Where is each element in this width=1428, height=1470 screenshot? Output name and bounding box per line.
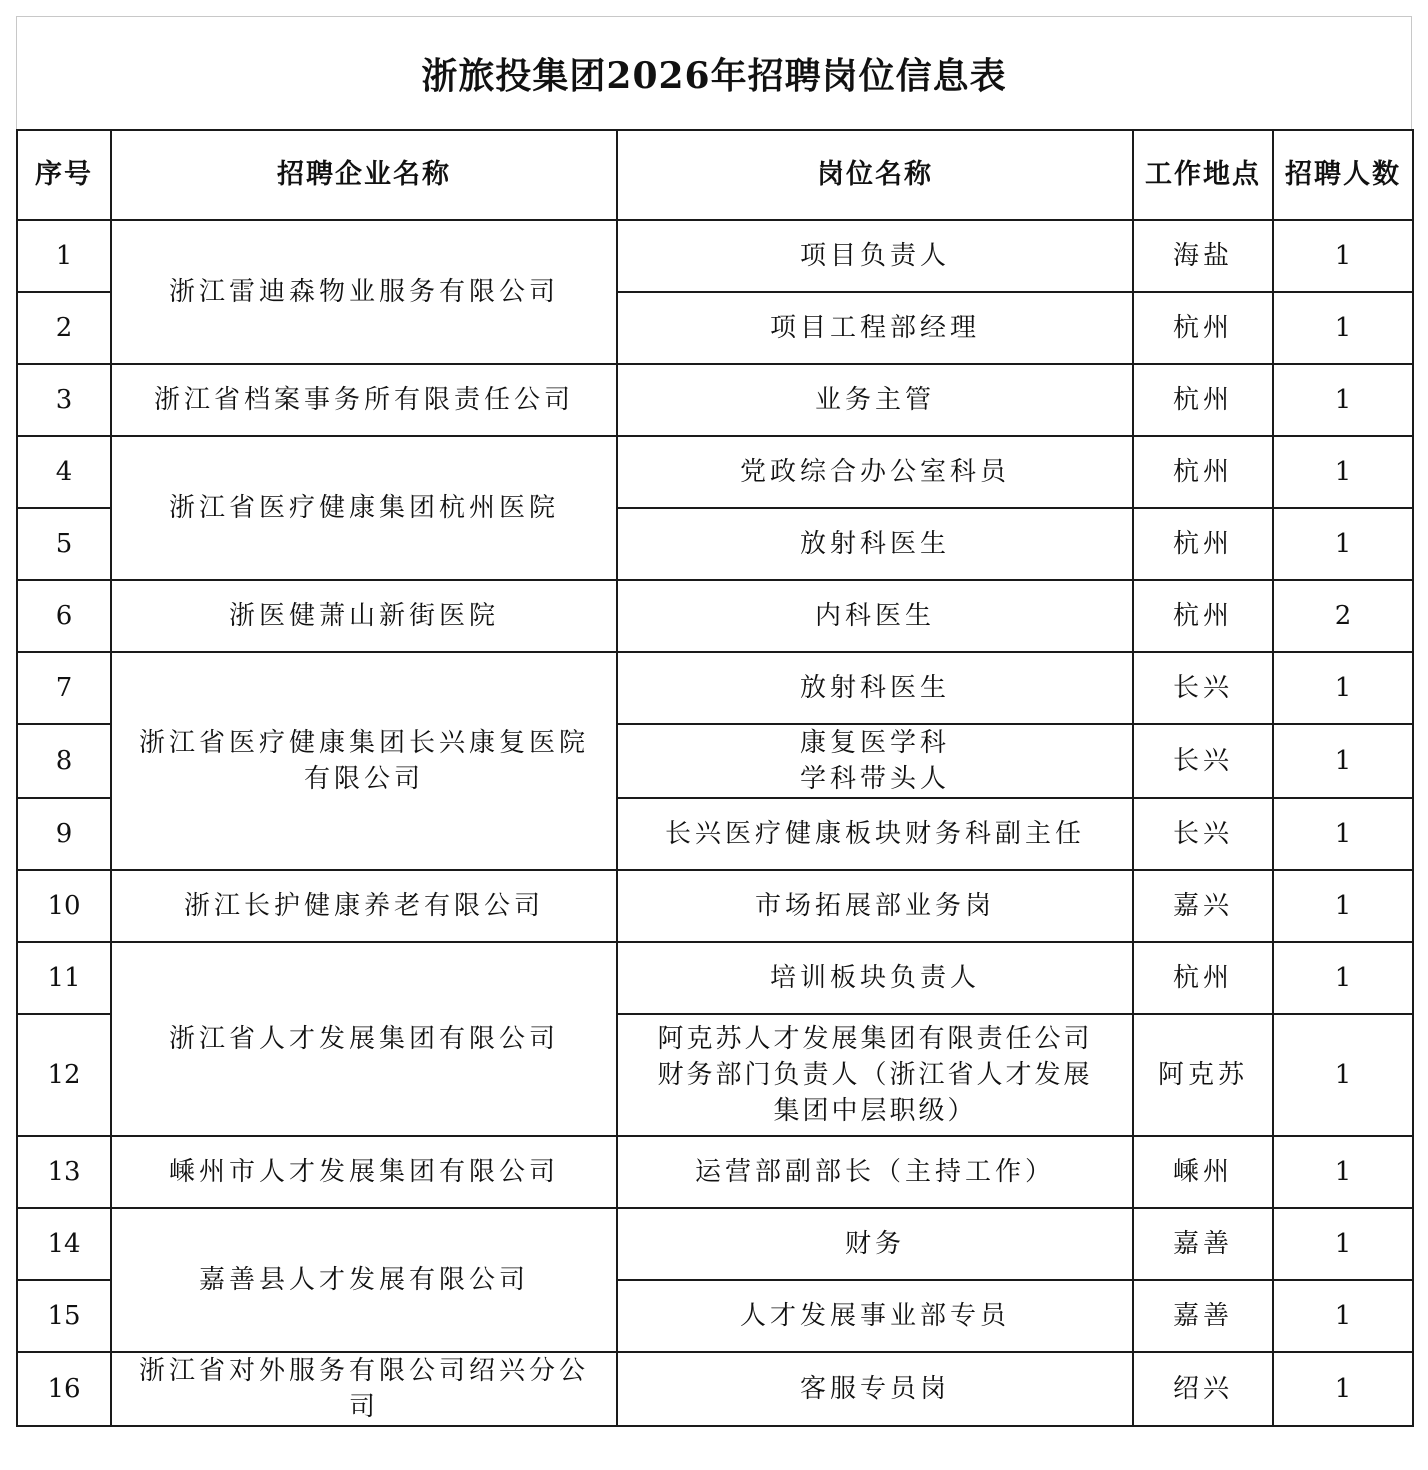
cell-count: 1 (1273, 1280, 1413, 1352)
cell-count: 1 (1273, 870, 1413, 942)
header-seq: 序号 (17, 130, 111, 220)
cell-seq: 10 (17, 870, 111, 942)
cell-location: 阿克苏 (1133, 1014, 1273, 1136)
cell-company: 浙江省医疗健康集团杭州医院 (111, 436, 617, 580)
cell-location: 嘉善 (1133, 1280, 1273, 1352)
cell-position: 党政综合办公室科员 (617, 436, 1133, 508)
cell-seq: 6 (17, 580, 111, 652)
cell-location: 嵊州 (1133, 1136, 1273, 1208)
cell-count: 1 (1273, 798, 1413, 870)
cell-location: 杭州 (1133, 436, 1273, 508)
table-row (17, 364, 1413, 436)
cell-count: 1 (1273, 652, 1413, 724)
cell-count: 1 (1273, 292, 1413, 364)
cell-position: 财务 (617, 1208, 1133, 1280)
cell-seq: 14 (17, 1208, 111, 1280)
cell-position: 内科医生 (617, 580, 1133, 652)
cell-location: 长兴 (1133, 652, 1273, 724)
cell-location: 嘉善 (1133, 1208, 1273, 1280)
header-count: 招聘人数 (1273, 130, 1413, 220)
cell-seq: 7 (17, 652, 111, 724)
cell-location: 长兴 (1133, 724, 1273, 798)
header-position: 岗位名称 (617, 130, 1133, 220)
cell-company: 浙江省对外服务有限公司绍兴分公 司 (111, 1352, 617, 1426)
cell-location: 杭州 (1133, 508, 1273, 580)
recruitment-table (16, 129, 1414, 1427)
cell-position: 长兴医疗健康板块财务科副主任 (617, 798, 1133, 870)
cell-position: 市场拓展部业务岗 (617, 870, 1133, 942)
cell-location: 杭州 (1133, 364, 1273, 436)
cell-seq: 16 (17, 1352, 111, 1426)
cell-seq: 9 (17, 798, 111, 870)
cell-seq: 12 (17, 1014, 111, 1136)
cell-position: 康复医学科 学科带头人 (617, 724, 1133, 798)
cell-location: 绍兴 (1133, 1352, 1273, 1426)
cell-count: 1 (1273, 724, 1413, 798)
cell-position: 阿克苏人才发展集团有限责任公司 财务部门负责人（浙江省人才发展 集团中层职级） (617, 1014, 1133, 1136)
cell-count: 1 (1273, 508, 1413, 580)
cell-location: 海盐 (1133, 220, 1273, 292)
cell-company: 嘉善县人才发展有限公司 (111, 1208, 617, 1352)
cell-position: 项目工程部经理 (617, 292, 1133, 364)
cell-company: 浙江长护健康养老有限公司 (111, 870, 617, 942)
table-row (17, 436, 1413, 508)
cell-position: 人才发展事业部专员 (617, 1280, 1133, 1352)
table-row (17, 1136, 1413, 1208)
cell-location: 杭州 (1133, 942, 1273, 1014)
cell-company: 浙江雷迪森物业服务有限公司 (111, 220, 617, 364)
page-title: 浙旅投集团2026年招聘岗位信息表 (421, 54, 1007, 97)
cell-company: 浙江省档案事务所有限责任公司 (111, 364, 617, 436)
cell-location: 嘉兴 (1133, 870, 1273, 942)
cell-position: 运营部副部长（主持工作） (617, 1136, 1133, 1208)
header-company: 招聘企业名称 (111, 130, 617, 220)
cell-seq: 5 (17, 508, 111, 580)
cell-position: 客服专员岗 (617, 1352, 1133, 1426)
cell-seq: 2 (17, 292, 111, 364)
cell-count: 1 (1273, 1208, 1413, 1280)
cell-company: 浙江省医疗健康集团长兴康复医院 有限公司 (111, 652, 617, 870)
cell-count: 1 (1273, 1014, 1413, 1136)
cell-position: 培训板块负责人 (617, 942, 1133, 1014)
cell-position: 项目负责人 (617, 220, 1133, 292)
cell-seq: 8 (17, 724, 111, 798)
cell-company: 浙医健萧山新街医院 (111, 580, 617, 652)
cell-seq: 11 (17, 942, 111, 1014)
cell-location: 杭州 (1133, 292, 1273, 364)
cell-position: 业务主管 (617, 364, 1133, 436)
header-row (17, 130, 1413, 220)
cell-count: 1 (1273, 942, 1413, 1014)
cell-seq: 4 (17, 436, 111, 508)
table-row (17, 942, 1413, 1014)
cell-location: 长兴 (1133, 798, 1273, 870)
cell-seq: 1 (17, 220, 111, 292)
cell-count: 1 (1273, 1136, 1413, 1208)
cell-seq: 15 (17, 1280, 111, 1352)
title-box (16, 16, 1412, 129)
table-row (17, 220, 1413, 292)
cell-count: 1 (1273, 220, 1413, 292)
cell-position: 放射科医生 (617, 652, 1133, 724)
table-row (17, 1352, 1413, 1426)
table-row (17, 870, 1413, 942)
cell-location: 杭州 (1133, 580, 1273, 652)
header-location: 工作地点 (1133, 130, 1273, 220)
table-row (17, 1208, 1413, 1280)
cell-company: 嵊州市人才发展集团有限公司 (111, 1136, 617, 1208)
cell-position: 放射科医生 (617, 508, 1133, 580)
cell-count: 1 (1273, 1352, 1413, 1426)
recruitment-sheet (16, 16, 1412, 1456)
cell-count: 1 (1273, 436, 1413, 508)
table-row (17, 580, 1413, 652)
cell-company: 浙江省人才发展集团有限公司 (111, 942, 617, 1136)
cell-seq: 13 (17, 1136, 111, 1208)
cell-seq: 3 (17, 364, 111, 436)
table-row (17, 652, 1413, 724)
cell-count: 1 (1273, 364, 1413, 436)
cell-count: 2 (1273, 580, 1413, 652)
